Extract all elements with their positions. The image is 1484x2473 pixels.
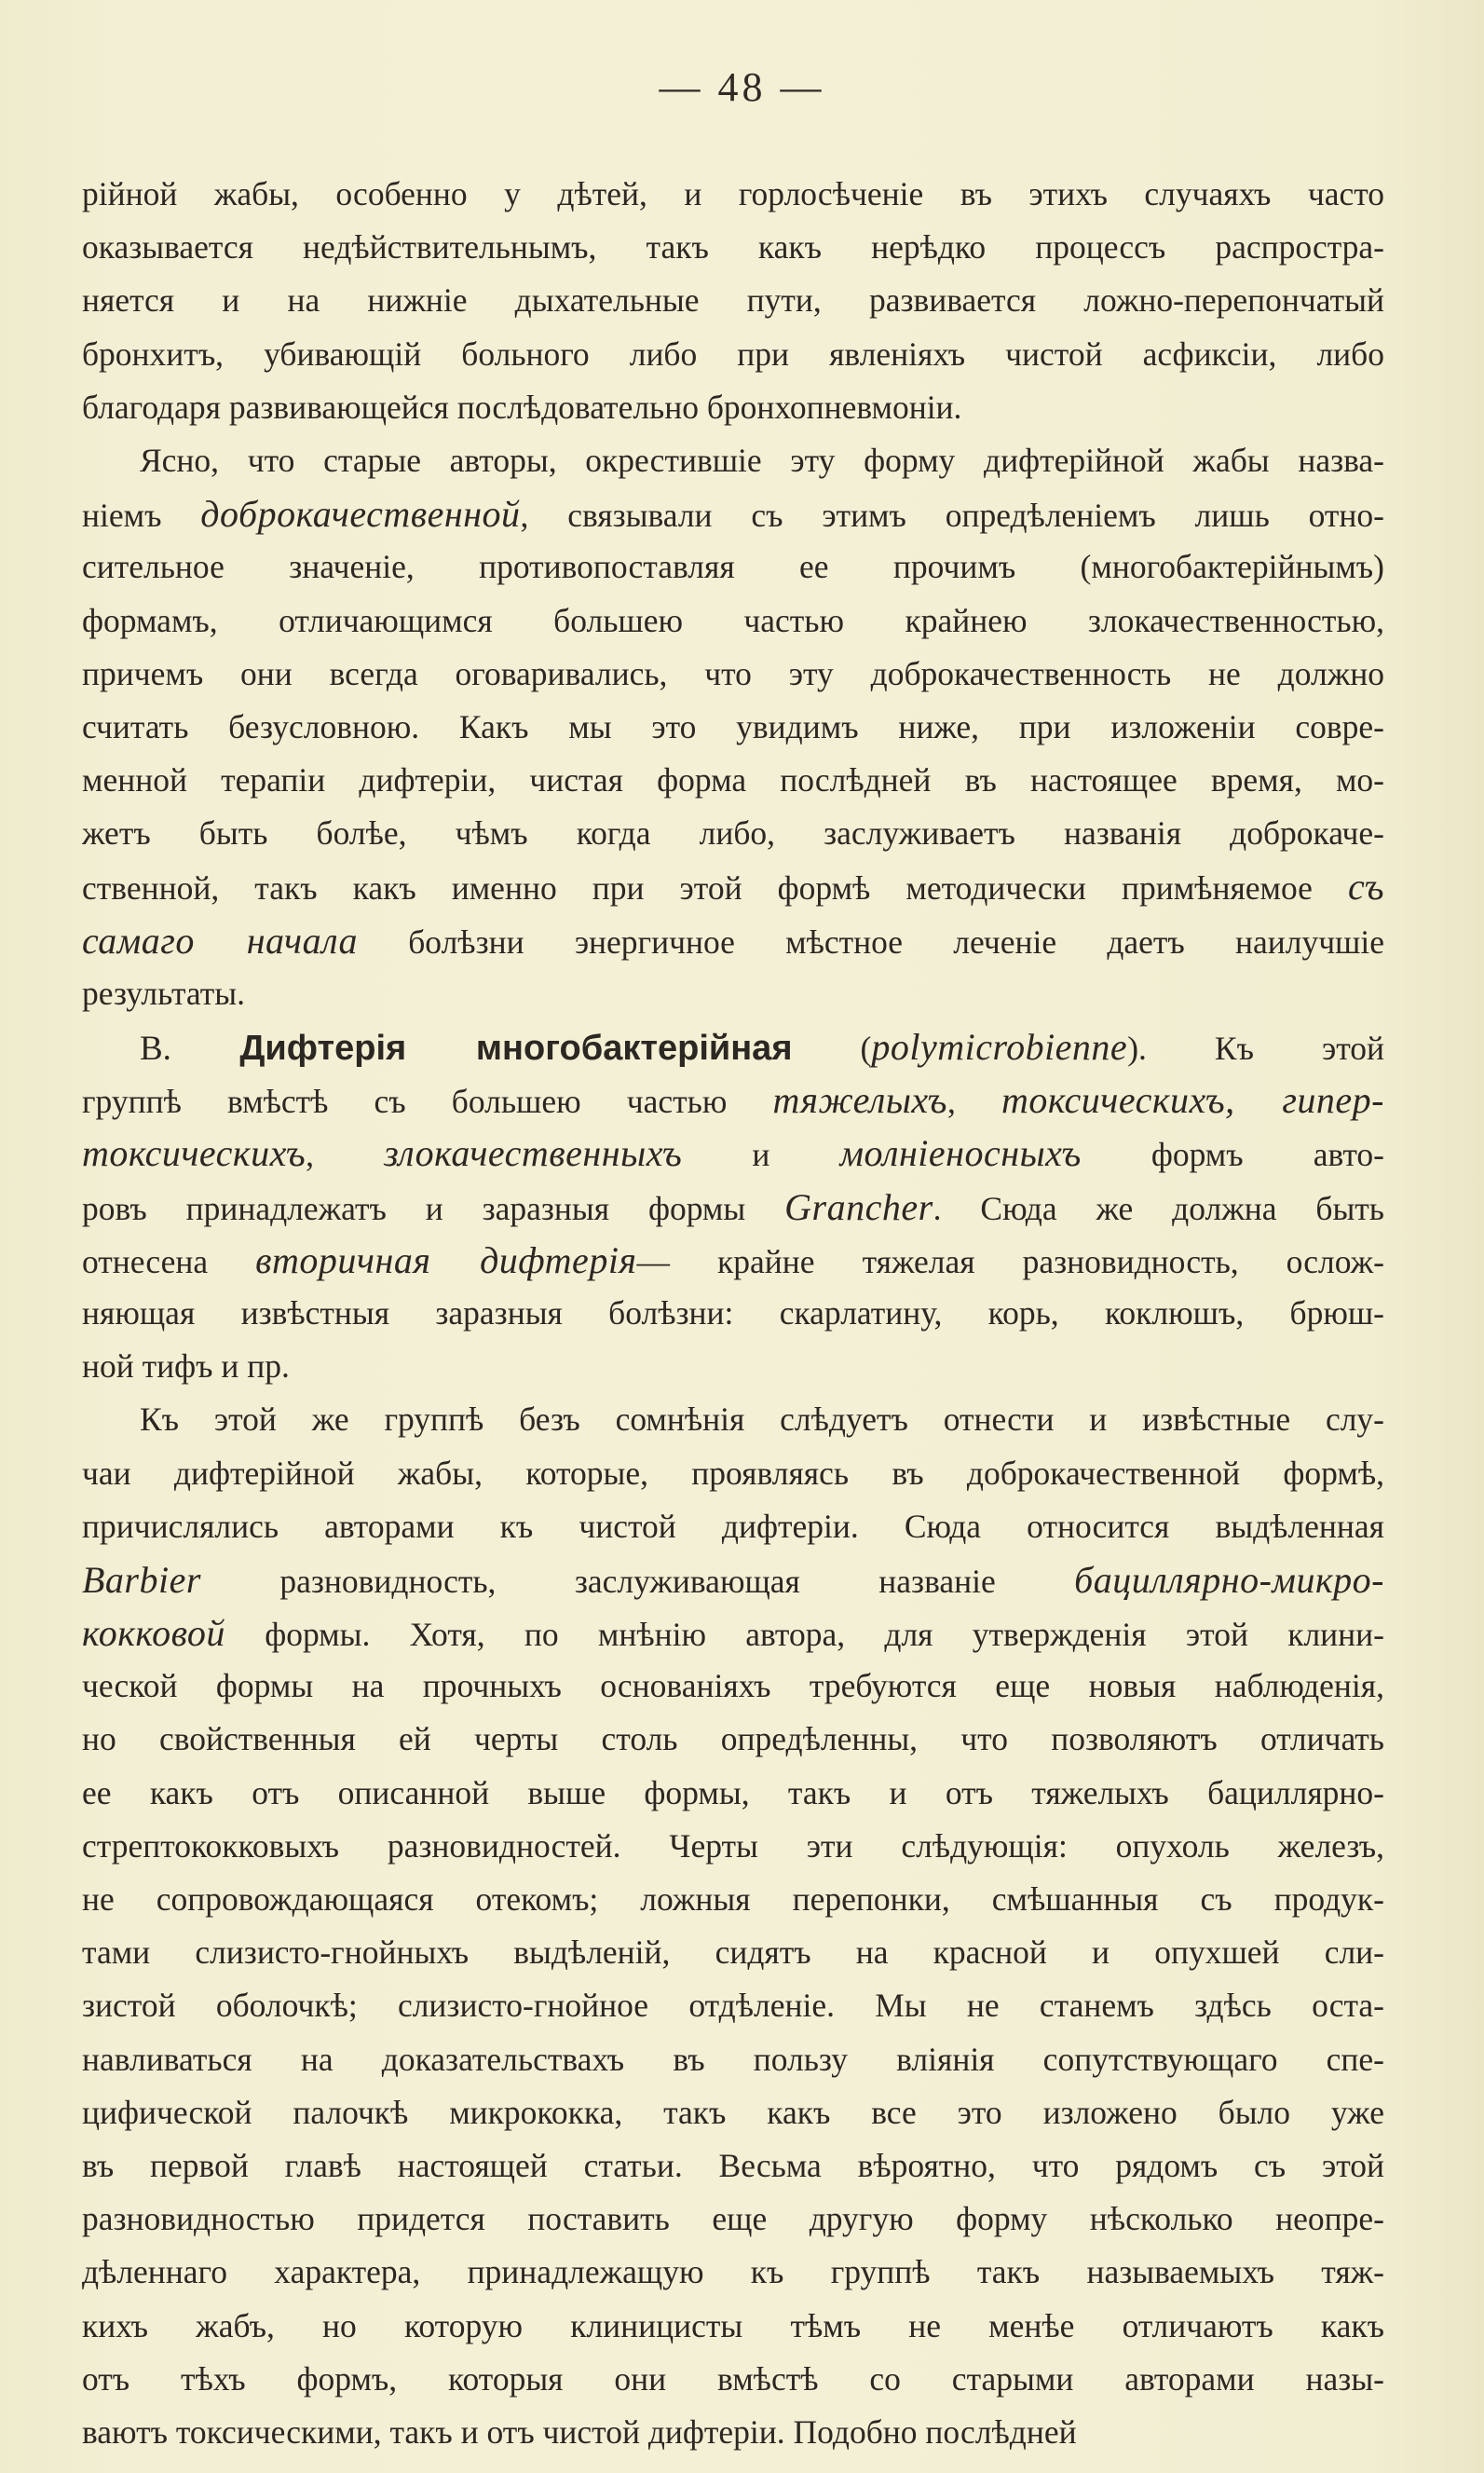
text-run: рійной жабы, особенно у дѣтей, и горлосѣченіе въ этихъ случаяхъ часто — [82, 175, 1384, 212]
text-run: няющая извѣстныя заразныя болѣзни: скарлатину, корь, коклюшъ, брюш- — [82, 1293, 1384, 1332]
text-line — [82, 328, 1384, 381]
text-run: ваютъ токсическими, такъ и отъ чистой дифтеріи. Подобно послѣдней — [82, 2412, 1077, 2451]
text-run: Къ этой же группѣ безъ сомнѣнія слѣдуетъ отнести и извѣстные слу- — [140, 1400, 1384, 1439]
italic-term: polymicrobienne — [871, 1026, 1128, 1068]
text-line — [82, 967, 1384, 1020]
text-line — [82, 2139, 1384, 2193]
text-line — [82, 1873, 1384, 1926]
text-run: — крайне тяжелая разновидность, ослож- — [636, 1242, 1384, 1280]
text-line — [82, 2353, 1384, 2406]
text-line — [82, 2033, 1384, 2086]
text-line — [82, 1500, 1384, 1553]
italic-term: тяжелыхъ — [772, 1079, 947, 1122]
text-line — [82, 168, 1384, 221]
text-line — [82, 1979, 1384, 2032]
text-run: отнесена — [82, 1242, 256, 1280]
text-run: Ясно, что старые авторы, окрестившіе эту форму дифтерійной жабы назва- — [140, 441, 1384, 479]
italic-term: доброкачественной — [200, 493, 521, 536]
section-letter: B. — [140, 1030, 240, 1068]
text-run: формы. Хотя, по мнѣнію автора, для утвержденія этой клини- — [225, 1616, 1384, 1654]
text-run: въ первой главѣ настоящей статьи. Весьма вѣроятно, что рядомъ съ этой — [82, 2146, 1384, 2184]
text-line — [82, 2086, 1384, 2139]
text-run: ніемъ — [82, 497, 201, 535]
text-line — [82, 648, 1384, 701]
text-run: ( — [792, 1030, 872, 1067]
text-run: менной терапіи дифтеріи, чистая форма послѣдней въ настоящее время, мо- — [82, 761, 1384, 799]
text-run: отъ тѣхъ формъ, которыя они вмѣстѣ со старыми авторами назы- — [82, 2359, 1384, 2398]
text-run: цифической палочкѣ микрококка, такъ какъ все это изложено было уже — [82, 2093, 1384, 2131]
text-line — [82, 1767, 1384, 1820]
italic-term: кокковой — [82, 1612, 225, 1655]
text-run: , — [306, 1136, 385, 1174]
text-run: ее какъ отъ описанной выше формы, такъ и отъ тяжелыхъ бациллярно- — [82, 1773, 1384, 1811]
text-line — [82, 274, 1384, 327]
page-number: — 48 — — [659, 64, 825, 110]
text-run: кихъ жабъ, но которую клиницисты тѣмъ не менѣе отличаютъ какъ — [82, 2306, 1384, 2344]
text-line — [82, 434, 1384, 487]
text-run: ровъ принадлежатъ и заразныя формы — [82, 1189, 785, 1227]
text-line — [82, 1820, 1384, 1873]
text-run: ной тифъ и пр. — [82, 1347, 290, 1386]
italic-term: Grancher — [784, 1185, 933, 1228]
text-run: навливаться на доказательствахъ въ пользу вліянія сопутствующаго спе- — [82, 2040, 1384, 2078]
text-line — [82, 1553, 1384, 1606]
text-run: . Сюда же должна быть — [933, 1189, 1384, 1227]
text-line — [82, 1393, 1384, 1446]
italic-term: бациллярно-микро- — [1074, 1558, 1384, 1601]
text-run: формамъ, отличающимся большею частью крайнею злокачественностью, — [82, 601, 1384, 639]
text-line — [82, 594, 1384, 648]
text-run: разновидностью придется поставить еще другую форму нѣсколько неопре- — [82, 2200, 1384, 2238]
text-line — [82, 1713, 1384, 1766]
text-line — [82, 1234, 1384, 1287]
text-line — [82, 381, 1384, 434]
text-run: , — [946, 1083, 1001, 1121]
text-line — [82, 487, 1384, 540]
text-line — [82, 221, 1384, 274]
text-line — [82, 1181, 1384, 1234]
text-line — [82, 1073, 1384, 1127]
text-line — [82, 1287, 1384, 1340]
text-run: причемъ они всегда оговаривались, что эту доброкачественность не должно — [82, 654, 1384, 692]
text-run: не сопровождающаяся отекомъ; ложныя перепонки, смѣшанныя съ продук- — [82, 1880, 1384, 1918]
text-run: зистой оболочкѣ; слизисто-гнойное отдѣленіе. Мы не станемъ здѣсь оста- — [82, 1987, 1384, 2025]
text-run: и — [682, 1136, 840, 1174]
text-line — [82, 540, 1384, 594]
text-run: бронхитъ, убивающій больного либо при явленіяхъ чистой асфиксіи, либо — [82, 335, 1384, 373]
text-run: няется и на нижніе дыхательные пути, развивается ложно-перепончатый — [82, 281, 1384, 320]
text-run: тами слизисто-гнойныхъ выдѣленій, сидятъ на красной и опухшей сли- — [82, 1933, 1384, 1972]
text-run: причислялись авторами къ чистой дифтеріи. Сюда относится выдѣленная — [82, 1507, 1384, 1545]
italic-term: Barbier — [82, 1558, 201, 1601]
text-run: сительное значеніе, противопоставляя ее прочимъ (многобактерійнымъ) — [82, 548, 1384, 586]
section-heading: Дифтерія многобактерійная — [239, 1029, 793, 1068]
text-line — [82, 1340, 1384, 1393]
text-line — [82, 860, 1384, 913]
text-line — [82, 754, 1384, 807]
text-run: оказывается недѣйствительнымъ, такъ какъ нерѣдко процессъ распростра- — [82, 228, 1384, 266]
italic-term: молніеносныхъ — [839, 1132, 1082, 1175]
text-line — [82, 807, 1384, 860]
text-line — [82, 1660, 1384, 1713]
italic-term: самаго начала — [82, 919, 359, 962]
text-run: формъ авто- — [1081, 1136, 1384, 1174]
text-line — [82, 1606, 1384, 1660]
text-line — [82, 2246, 1384, 2299]
italic-term: злокачественныхъ — [384, 1132, 683, 1175]
text-run: ческой формы на прочныхъ основаніяхъ требуются еще новыя наблюденія, — [82, 1667, 1384, 1705]
text-run: дѣленнаго характера, принадлежащую къ группѣ такъ называемыхъ тяж- — [82, 2253, 1384, 2291]
text-run: ). Къ этой — [1127, 1030, 1384, 1067]
text-run: , связывали съ этимъ опредѣленіемъ лишь отно- — [520, 497, 1384, 535]
text-run: жетъ быть болѣе, чѣмъ когда либо, заслуживаетъ названія доброкаче- — [82, 814, 1384, 853]
text-run: считать безусловною. Какъ мы это увидимъ ниже, при изложеніи совре- — [82, 707, 1384, 745]
italic-term: токсическихъ — [82, 1132, 306, 1175]
text-line — [82, 914, 1384, 967]
text-line — [82, 2300, 1384, 2353]
text-line — [82, 1447, 1384, 1500]
italic-term: токсическихъ, гипер- — [1001, 1079, 1384, 1122]
text-run: группѣ вмѣстѣ съ большею частью — [82, 1083, 773, 1121]
text-run: болѣзни энергичное мѣстное леченіе даетъ наилучшіе — [358, 922, 1384, 961]
text-line — [82, 2406, 1384, 2459]
text-run: ственной, такъ какъ именно при этой формѣ методически примѣняемое — [82, 869, 1348, 908]
text-run: стрептококковыхъ разновидностей. Черты эти слѣдующія: опухоль железъ, — [82, 1826, 1384, 1865]
text-run: благодаря развивающейся послѣдовательно бронхопневмоніи. — [82, 388, 962, 426]
text-run: результаты. — [82, 974, 245, 1012]
body-text — [82, 168, 1384, 2459]
text-line — [82, 701, 1384, 754]
text-run: чаи дифтерійной жабы, которые, проявляясь въ доброкачественной формѣ, — [82, 1454, 1384, 1492]
text-line — [82, 1127, 1384, 1180]
italic-term: вторичная дифтерія — [255, 1238, 637, 1281]
text-run: но свойственныя ей черты столь опредѣленны, что позволяютъ отличать — [82, 1720, 1384, 1758]
text-line — [82, 2193, 1384, 2246]
text-run: разновидность, заслуживающая названіе — [200, 1562, 1075, 1600]
text-line — [82, 1926, 1384, 1979]
text-line — [82, 1020, 1384, 1073]
italic-term: съ — [1348, 866, 1384, 909]
